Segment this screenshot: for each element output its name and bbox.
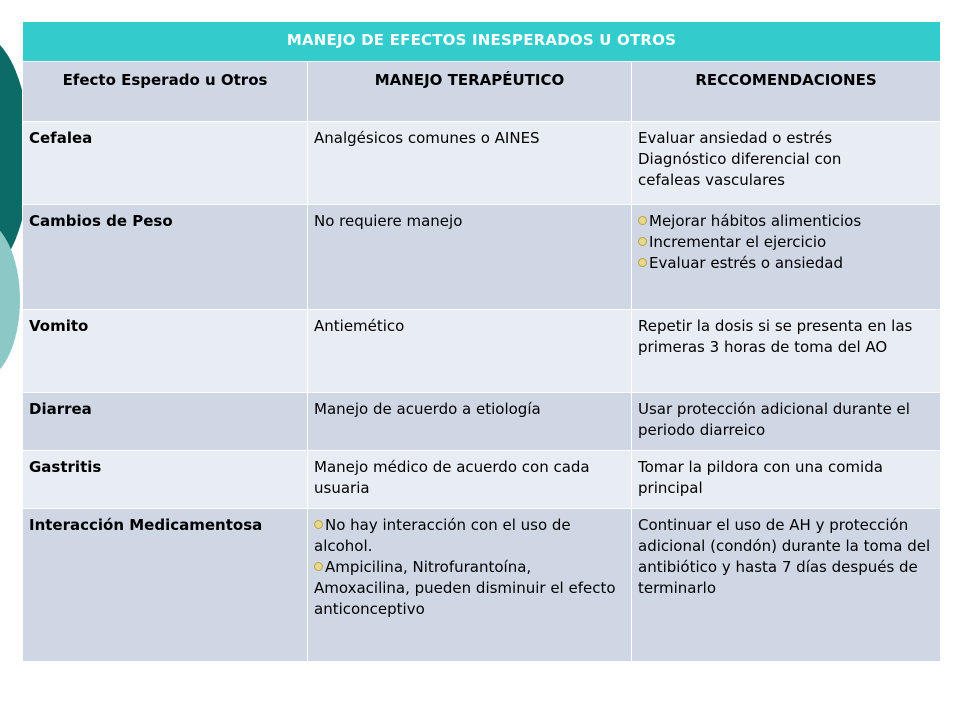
recommendation-text: Mejorar hábitos alimenticios [649, 212, 862, 230]
management-cell [308, 310, 632, 393]
table-row [23, 451, 941, 509]
effect-cell: Gastritis [23, 451, 308, 509]
bullet-icon [638, 258, 647, 267]
management-text: No requiere manejo [314, 212, 463, 230]
management-cell [308, 122, 632, 205]
bullet-icon [638, 216, 647, 225]
management-cell [308, 509, 632, 662]
recommendation-text: Incrementar el ejercicio [649, 233, 827, 251]
management-text: Analgésicos comunes o AINES [314, 129, 540, 147]
management-text: Ampicilina, Nitrofurantoína, Amoxacilina, pueden disminuir el efecto anticonceptivo [314, 558, 616, 618]
bullet-item [638, 211, 934, 232]
management-text: Manejo de acuerdo a etiología [314, 400, 541, 418]
effect-cell: Cefalea [23, 122, 308, 205]
recommendations-cell [632, 509, 941, 662]
header-recommendations: RECCOMENDACIONES [632, 62, 941, 122]
recommendation-text: Continuar el uso de AH y protección adicional (condón) durante la toma del antibiótico y hasta 7 días después de terminarlo [638, 516, 931, 597]
bullet-icon [638, 237, 647, 246]
bullet-item [314, 515, 625, 557]
management-cell [308, 393, 632, 451]
recommendations-cell [632, 122, 941, 205]
recommendation-text: cefaleas vasculares [638, 171, 785, 189]
effect-cell: Interacción Medicamentosa [23, 509, 308, 662]
table-container [22, 21, 940, 662]
bullet-item [314, 557, 625, 620]
table-row [23, 205, 941, 310]
management-text: Manejo médico de acuerdo con cada usuaria [314, 458, 590, 497]
bullet-icon [314, 562, 323, 571]
bullet-item [638, 253, 934, 274]
effect-cell: Cambios de Peso [23, 205, 308, 310]
recommendations-cell [632, 205, 941, 310]
header-row [23, 62, 941, 122]
recommendations-cell [632, 393, 941, 451]
management-cell [308, 205, 632, 310]
recommendation-text: Repetir la dosis si se presenta en las primeras 3 horas de toma del AO [638, 317, 913, 356]
recommendations-cell [632, 310, 941, 393]
recommendation-text: Evaluar ansiedad o estrés [638, 129, 833, 147]
bullet-item [638, 232, 934, 253]
table-title: MANEJO DE EFECTOS INESPERADOS U OTROS [23, 22, 941, 62]
effect-cell: Vomito [23, 310, 308, 393]
management-cell [308, 451, 632, 509]
recommendations-cell [632, 451, 941, 509]
title-row [23, 22, 941, 62]
management-text: No hay interacción con el uso de alcohol. [314, 516, 571, 555]
recommendation-text: Tomar la pildora con una comida principal [638, 458, 883, 497]
management-text: Antiemético [314, 317, 405, 335]
table-row [23, 122, 941, 205]
bullet-icon [314, 520, 323, 529]
table-row [23, 393, 941, 451]
effects-table [22, 21, 941, 662]
recommendation-text: Usar protección adicional durante el periodo diarreico [638, 400, 910, 439]
table-row [23, 310, 941, 393]
recommendation-text: Diagnóstico diferencial con [638, 150, 842, 168]
recommendation-text: Evaluar estrés o ansiedad [649, 254, 844, 272]
table-row [23, 509, 941, 662]
header-effect: Efecto Esperado u Otros [23, 62, 308, 122]
header-management: MANEJO TERAPÉUTICO [308, 62, 632, 122]
effect-cell: Diarrea [23, 393, 308, 451]
